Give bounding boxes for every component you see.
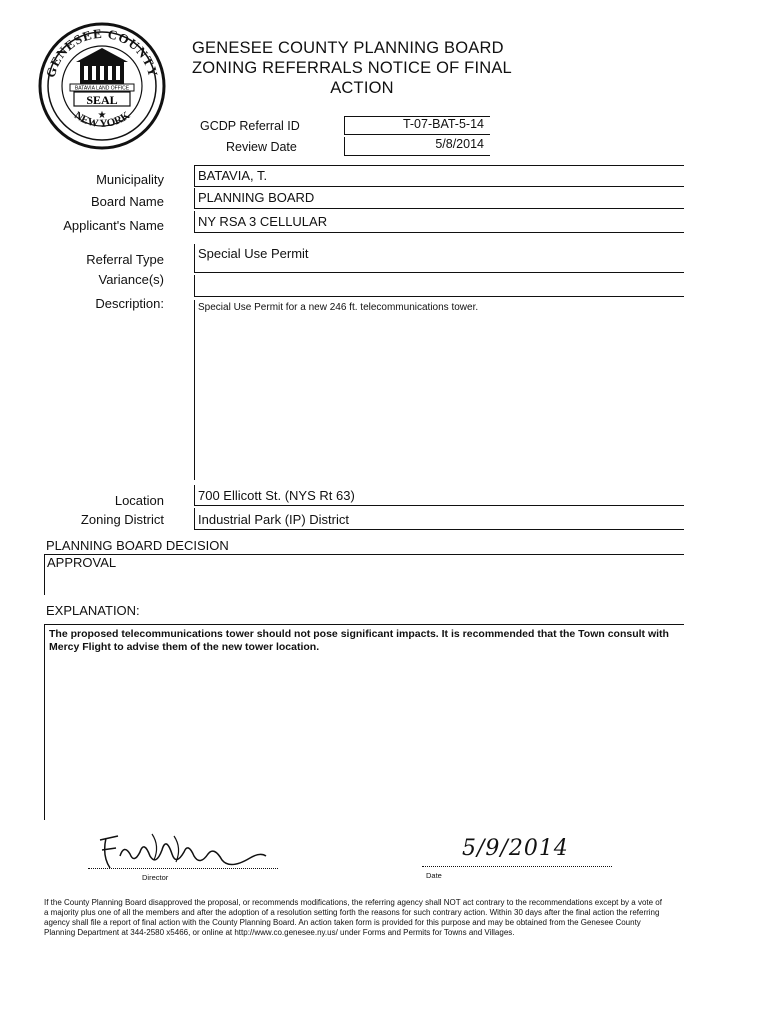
referral-id-value: T-07-BAT-5-14 xyxy=(344,116,490,135)
seal-center-text: SEAL xyxy=(86,93,118,107)
review-date-label: Review Date xyxy=(226,140,297,154)
handwritten-date: 5/9/2014 xyxy=(462,836,569,861)
form-title xyxy=(192,38,532,98)
applicant-value: NY RSA 3 CELLULAR xyxy=(194,211,684,233)
variance-label: Variance(s) xyxy=(98,272,164,287)
decision-heading: PLANNING BOARD DECISION xyxy=(46,538,229,553)
director-signature xyxy=(90,826,270,872)
municipality-label: Municipality xyxy=(96,172,164,187)
referral-type-label: Referral Type xyxy=(86,252,164,267)
explanation-heading: EXPLANATION: xyxy=(46,603,140,618)
date-label: Date xyxy=(426,871,442,880)
applicant-label: Applicant's Name xyxy=(63,218,164,233)
zoning-value: Industrial Park (IP) District xyxy=(194,508,684,530)
seal-building-text: BATAVIA LAND OFFICE xyxy=(74,85,130,92)
explanation-text: The proposed telecommunications tower should not pose significant impacts. It is recommended that the Town consult with Mercy Flight to advise them of the new tower location. xyxy=(44,624,684,820)
zoning-label: Zoning District xyxy=(80,512,164,527)
title-line-1: GENESEE COUNTY PLANNING BOARD xyxy=(192,39,504,57)
variance-value xyxy=(194,275,684,297)
svg-text:★: ★ xyxy=(97,110,107,121)
board-name-value: PLANNING BOARD xyxy=(194,188,684,209)
seal-bottom-text: NEW YORK xyxy=(71,109,133,131)
description-label: Description: xyxy=(95,296,164,311)
director-signature-line xyxy=(88,868,278,869)
referral-type-value: Special Use Permit xyxy=(194,244,684,273)
director-label: Director xyxy=(142,873,169,882)
review-date-value: 5/8/2014 xyxy=(344,137,490,156)
decision-value: APPROVAL xyxy=(44,555,244,595)
municipality-value: BATAVIA, T. xyxy=(194,166,684,187)
board-name-label: Board Name xyxy=(91,194,164,209)
location-label: Location xyxy=(114,493,164,508)
referral-id-label: GCDP Referral ID xyxy=(200,119,300,133)
date-signature-line xyxy=(422,866,612,867)
title-line-3: ACTION xyxy=(330,79,394,97)
description-value: Special Use Permit for a new 246 ft. telecommunications tower. xyxy=(194,300,684,480)
seal-ring-text: GENESEE COUNTY xyxy=(42,25,162,80)
footer-notice: If the County Planning Board disapproved the proposal, or recommends modifications, the referring agency shall NOT act contrary to the recommendations except by a vote of a majority plus one of all the members and after the adoption of a resolution setting forth the reasons for such contrary action. Within 30 days after the final action the referring agency shall file a report of final action with the County Planning Board. An action taken form is provided for this purpose and may be obtained from the Genesee County Planning Department at 344-2580 x5466, or online at http://www.co.genesee.ny.us/ under Forms and Permits for Towns and Villages. xyxy=(44,898,662,937)
title-line-2: ZONING REFERRALS NOTICE OF FINAL xyxy=(192,59,512,77)
location-value: 700 Ellicott St. (NYS Rt 63) xyxy=(194,485,684,506)
county-seal-logo xyxy=(32,18,172,158)
